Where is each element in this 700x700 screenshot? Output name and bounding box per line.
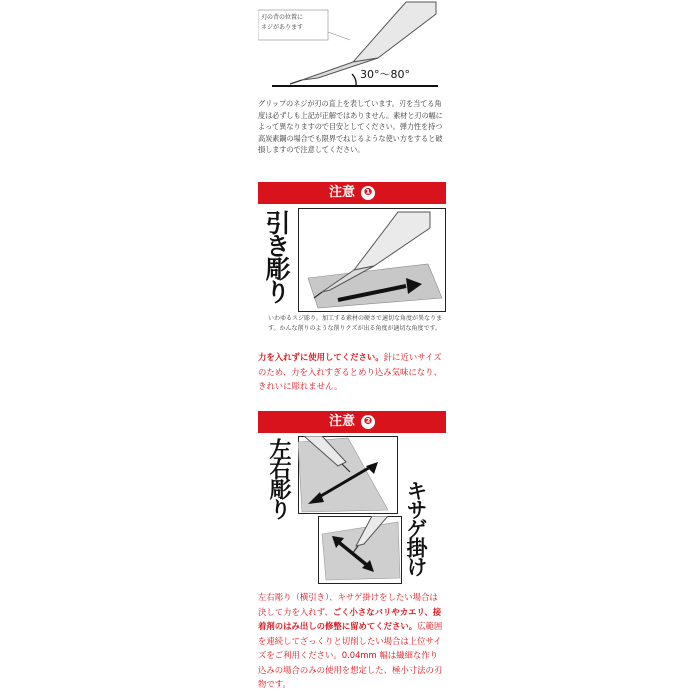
caution-2-warning-p3: 広範囲を連続してざっくりと切削したい場合は上位サイズをご利用ください。 <box>258 621 443 660</box>
scraping-illustration <box>318 516 402 584</box>
caution-2-vertical-label-left-right: 左右彫り <box>266 438 291 518</box>
caution-2-warning-p1: 左右彫り（横引き）、キサゲ掛けをしたい場合は決して力を入れず、 <box>258 592 438 617</box>
caution-2-warning-bold: ごく小さなバリやカエリ、接着剤のはみ出しの修整に留めてください。 <box>258 606 442 631</box>
caution-1-warning <box>258 350 446 394</box>
caution-2-warning-p4: 0.04mm 幅は繊細な作り込みの場合のみの使用を想定した、極小寸法の刃物です。 <box>258 650 443 689</box>
pull-engraving-illustration <box>298 208 446 312</box>
instruction-column <box>258 0 446 700</box>
caution-2-vertical-label-scraping: キサゲ掛け <box>404 480 428 575</box>
caution-2-warning <box>258 590 446 692</box>
angle-label: 30°〜80° <box>360 68 410 81</box>
caution-2-title: 注意 <box>328 414 355 429</box>
intro-paragraph: グリップのネジが刃の直上を表しています。刃を当てる角度は必ずしも上記が正解ではありません。素材と刃の幅によって異なりますので目安としてください。弾力性を持つ高炭素鋼の場合でも限界でねじるような使い方をすると破損しますので注意してください。 <box>258 99 443 154</box>
callout-text: 刃の背の位置に ネジがあります <box>261 14 304 31</box>
caution-2-number: ❷ <box>361 415 375 429</box>
left-right-engraving-illustration <box>298 436 398 514</box>
caution-1-warning-bold: 力を入れずに使用してください。 <box>258 352 384 362</box>
caution-1-title: 注意 <box>328 185 355 200</box>
caution-1-warning-rest: 針に近いサイズのため、力を入れすぎるとめり込み気味になり、きれいに彫れません。 <box>258 352 442 391</box>
caution-1-number: ❶ <box>361 186 375 200</box>
caution-1-vertical-label: 引き彫り <box>262 210 291 302</box>
caution-1-caption: いわゆるスジ彫り。加工する素材の硬さで適切な角度が異なります。かんな削りのような削りクズが出る角度が適切な角度です。 <box>268 315 443 332</box>
